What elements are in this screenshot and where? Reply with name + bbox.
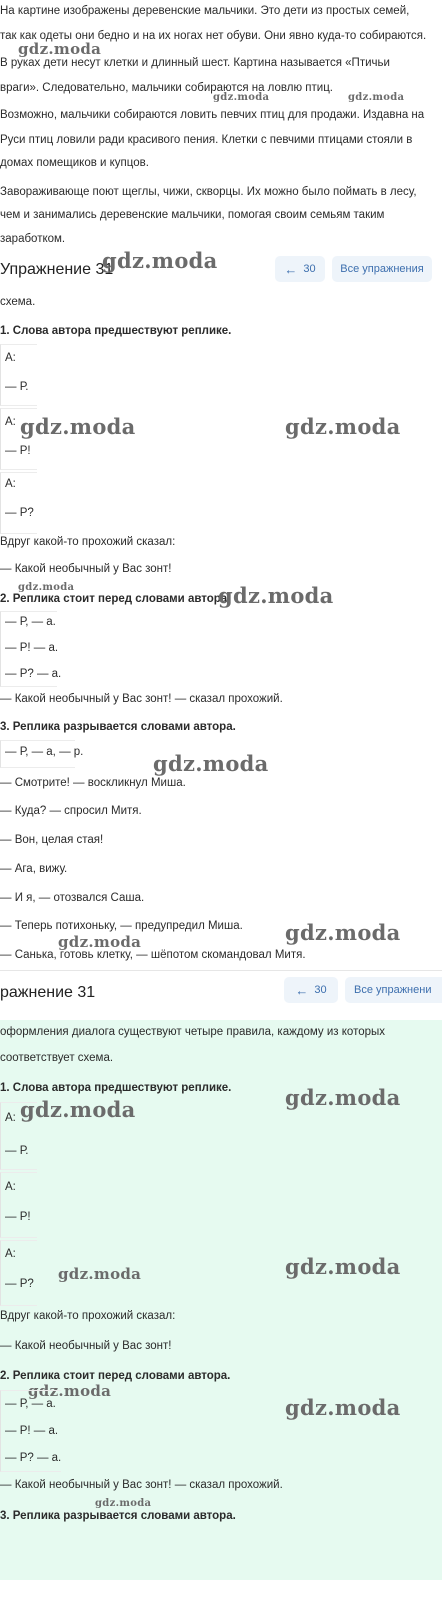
intro-line: заработком. xyxy=(0,233,66,245)
watermark: gdz.moda xyxy=(18,582,75,593)
schema-line: А: xyxy=(5,416,16,428)
watermark: gdz.moda xyxy=(285,1254,401,1279)
schema-line: — Р, — а. xyxy=(5,1398,56,1410)
arrow-left-icon: ← xyxy=(295,982,309,998)
schema-line: А: xyxy=(5,1181,16,1193)
watermark: gdz.moda xyxy=(58,933,142,951)
intro-line: В руках дети несут клетки и длинный шест. Картина называется «Птичьи xyxy=(0,57,390,69)
schema-line: А: xyxy=(5,1112,16,1124)
watermark: gdz.moda xyxy=(20,1097,136,1122)
schema-line: — Р! xyxy=(5,445,31,457)
rule-heading: 1. Слова автора предшествуют реплике. xyxy=(0,1082,232,1094)
dialog-line: — Куда? — спросил Митя. xyxy=(0,805,142,817)
watermark: gdz.moda xyxy=(58,1265,142,1283)
watermark: gdz.moda xyxy=(18,40,102,58)
watermark: gdz.moda xyxy=(285,1395,401,1420)
dialog-line: — И я, — отозвался Саша. xyxy=(0,892,145,904)
watermark: gdz.moda xyxy=(285,414,401,439)
rule-heading: 3. Реплика разрывается словами автора. xyxy=(0,721,236,733)
intro-line: чем и занимались деревенские мальчики, помогая своим семьям таким xyxy=(0,209,385,221)
schema-line: — Р, — а, — р. xyxy=(5,746,84,758)
watermark: gdz.moda xyxy=(95,1498,152,1509)
text-fragment: схема. xyxy=(0,296,36,308)
arrow-left-icon: ← xyxy=(284,261,298,277)
intro-line: так как одеты они бедно и на их ногах нет обуви. Они явно куда-то собираются. xyxy=(0,30,427,42)
watermark: gdz.moda xyxy=(285,920,401,945)
example-line: — Какой необычный у Вас зонт! — сказал прохожий. xyxy=(0,693,283,705)
example-line: — Какой необычный у Вас зонт! xyxy=(0,563,172,575)
prev-exercise-button[interactable] xyxy=(284,977,338,1003)
schema-line: — Р, — а. xyxy=(5,616,56,628)
exercise-title: ражнение 31 xyxy=(0,984,96,1001)
text-fragment: оформления диалога существуют четыре правила, каждому из которых xyxy=(0,1026,386,1038)
all-exercises-button[interactable] xyxy=(332,256,432,282)
all-exercises-label: Все упражнения xyxy=(340,263,424,275)
intro-line: Руси птиц ловили ради красивого пения. Клетки с певчими птицами стояли в xyxy=(0,134,413,146)
schema-line: А: xyxy=(5,478,16,490)
schema-line: — Р! — а. xyxy=(5,642,59,654)
schema-line: — Р! — а. xyxy=(5,1425,59,1437)
section-divider xyxy=(0,970,442,971)
intro-line: Возможно, мальчики собираются ловить певчих птиц для продажи. Издавна на xyxy=(0,109,425,121)
rule-heading: 2. Реплика стоит перед словами автора. xyxy=(0,593,231,605)
intro-line: На картине изображены деревенские мальчики. Это дети из простых семей, xyxy=(0,5,410,17)
watermark: gdz.moda xyxy=(20,414,136,439)
text-fragment: соответствует схема. xyxy=(0,1052,114,1064)
schema-line: — Р? — а. xyxy=(5,1452,62,1464)
example-line: — Какой необычный у Вас зонт! xyxy=(0,1340,172,1352)
prev-exercise-button[interactable] xyxy=(275,256,325,282)
watermark: gdz.moda xyxy=(348,92,405,103)
intro-line: враги». Следовательно, мальчики собираются на ловлю птиц. xyxy=(0,82,333,94)
rule-heading: 2. Реплика стоит перед словами автора. xyxy=(0,1370,231,1382)
dialog-line: — Смотрите! — воскликнул Миша. xyxy=(0,777,186,789)
watermark: gdz.moda xyxy=(28,1382,112,1400)
schema-line: А: xyxy=(5,1248,16,1260)
exercise-title: Упражнение 31 xyxy=(0,261,114,278)
example-line: Вдруг какой-то прохожий сказал: xyxy=(0,536,176,548)
schema-line: — Р. xyxy=(5,1145,29,1157)
example-line: Вдруг какой-то прохожий сказал: xyxy=(0,1310,176,1322)
all-exercises-label: Все упражнени xyxy=(354,984,432,996)
intro-line: Завораживающе поют щеглы, чижи, скворцы. Их можно было поймать в лесу, xyxy=(0,186,417,198)
watermark: gdz.moda xyxy=(153,751,269,776)
dialog-line: — Теперь потихоньку, — предупредил Миша. xyxy=(0,920,243,932)
schema-line: — Р. xyxy=(5,381,29,393)
watermark: gdz.moda xyxy=(213,92,270,103)
dialog-line: — Ага, вижу. xyxy=(0,863,68,875)
schema-line: — Р? xyxy=(5,1278,34,1290)
rule-heading: 1. Слова автора предшествуют реплике. xyxy=(0,325,232,337)
rule-heading: 3. Реплика разрывается словами автора. xyxy=(0,1510,236,1522)
schema-line: А: xyxy=(5,352,16,364)
all-exercises-button[interactable] xyxy=(345,977,442,1003)
watermark: gdz.moda xyxy=(218,583,334,608)
schema-line: — Р? — а. xyxy=(5,668,62,680)
schema-line: — Р! xyxy=(5,1211,31,1223)
dialog-line: — Вон, целая стая! xyxy=(0,834,104,846)
intro-line: домах помещиков и купцов. xyxy=(0,157,149,169)
prev-exercise-label: 30 xyxy=(314,984,327,996)
dialog-line: — Санька, готовь клетку, — шёпотом скомандовал Митя. xyxy=(0,949,306,961)
prev-exercise-label: 30 xyxy=(303,263,316,275)
example-line: — Какой необычный у Вас зонт! — сказал прохожий. xyxy=(0,1479,283,1491)
watermark: gdz.moda xyxy=(102,248,218,273)
schema-line: — Р? xyxy=(5,507,34,519)
watermark: gdz.moda xyxy=(285,1085,401,1110)
